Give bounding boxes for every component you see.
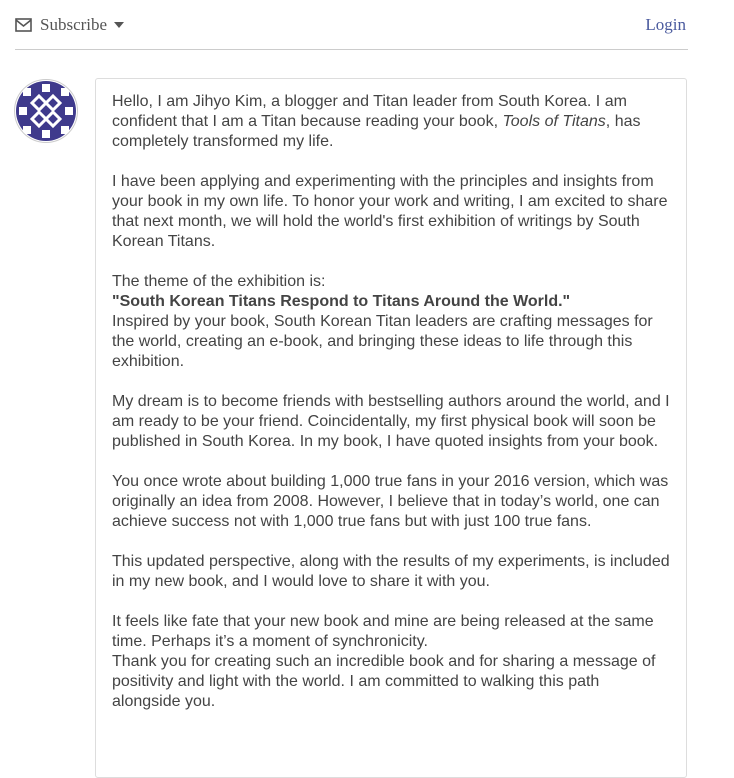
paragraph-intro [112, 92, 670, 152]
paragraph: I have been applying and experimenting with the principles and insights from your book in my own life. To honor your work and writing, I am excited to share that next month, we will hold the world's first exhibition of writings by South Korean Titans. [112, 173, 668, 250]
exhibition-theme: "South Korean Titans Respond to Titans Around the World." [112, 293, 571, 310]
book-title: Tools of Titans [502, 113, 606, 130]
paragraph: My dream is to become friends with bestselling authors around the world, and I am ready to be your friend. Coincidentally, my first physical book will soon be published in South Korea. In my book, I have quoted insights from your book. [112, 393, 670, 450]
text: The theme of the exhibition is: [112, 273, 326, 290]
paragraph-theme [112, 272, 670, 372]
paragraph: You once wrote about building 1,000 true fans in your 2016 version, which was originally an idea from 2008. However, I believe that in today’s world, one can achieve success not with 1,000 true fans but with just 100 true fans. [112, 473, 669, 530]
caret-down-icon [114, 22, 124, 28]
paragraph: This updated perspective, along with the results of my experiments, is included in my new book, and I would love to share it with you. [112, 553, 670, 590]
paragraph-closing [112, 612, 670, 712]
text: It feels like fate that your new book and mine are being released at the same time. Perhaps it’s a moment of synchronicity. [112, 613, 654, 650]
login-link[interactable]: Login [645, 15, 686, 34]
comment-body [95, 78, 687, 778]
subscribe-label: Subscribe [40, 15, 108, 34]
envelope-icon [15, 18, 32, 32]
top-bar [15, 0, 688, 50]
subscribe-button[interactable] [15, 15, 124, 35]
avatar[interactable] [14, 79, 78, 143]
text: Thank you for creating such an incredible book and for sharing a message of positivity and light with the world. I am committed to walking this path alongside you. [112, 653, 656, 710]
text: Hello, I am Jihyo Kim, a blogger and Titan leader from South Korea. I am confident that I am a Titan because reading your book, [112, 93, 627, 130]
avatar-pattern-icon [15, 80, 77, 142]
text: , has completely transformed my life. [112, 113, 641, 150]
text: Inspired by your book, South Korean Titan leaders are crafting messages for the world, creating an e-book, and bringing these ideas to life through this exhibition. [112, 313, 653, 370]
